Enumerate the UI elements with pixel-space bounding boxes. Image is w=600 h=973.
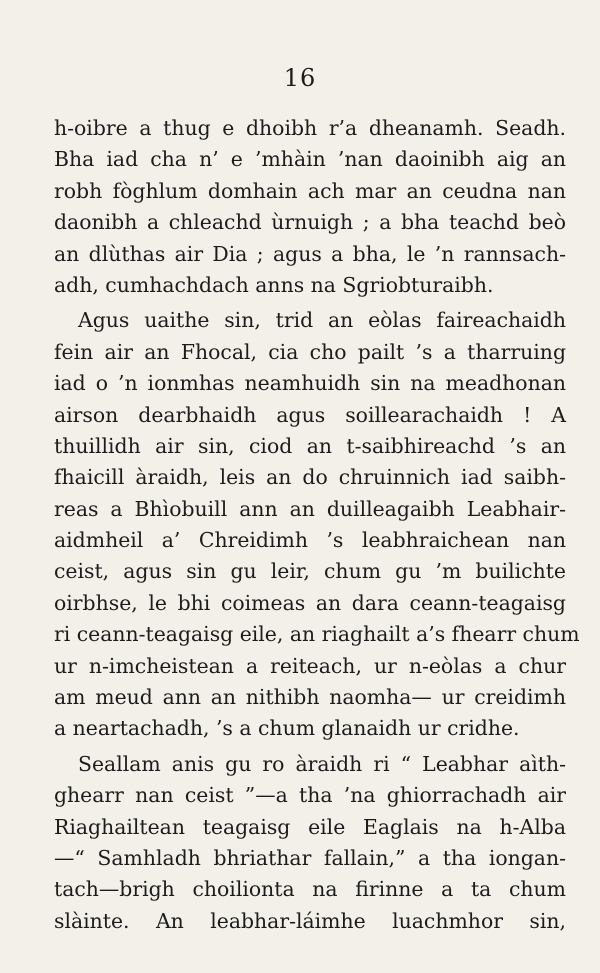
text-line: am meud ann an nithibh naomha— ur creidimh	[54, 685, 566, 710]
text-line: ur n-imcheistean a reiteach, ur n-eòlas a chur	[54, 653, 566, 678]
text-line: thuillidh air sin, ciod an t-saibhireachd ’s an	[54, 433, 566, 458]
paragraph	[54, 749, 566, 937]
paragraph	[54, 113, 566, 301]
text-line: ri ceann-teagaisg eile, an riaghailt a’s fhearr chum	[54, 622, 580, 647]
text-line: fhaicill àraidh, leis an do chruinnich iad saibh-	[54, 465, 566, 490]
text-line: an dlùthas air Dia ; agus a bha, le ’n rannsach-	[54, 241, 566, 266]
text-line: —“ Samhladh bhriathar fallain,” a tha iongan-	[54, 845, 566, 870]
paragraph	[54, 305, 580, 744]
text-line: iad o ’n ionmhas neamhuidh sin na meadhonan	[54, 371, 566, 396]
text-line: ghearr nan ceist ”—a tha ’na ghiorrachadh air	[54, 783, 566, 808]
text-line: slàinte. An leabhar-láimhe luachmhor sin,	[54, 908, 566, 933]
text-line: robh fòghlum domhain ach mar an ceudna nan	[54, 178, 566, 203]
text-line: Agus uaithe sin, trid an eòlas faireachaidh	[78, 308, 566, 333]
text-line: reas a Bhìobuill ann an duilleagaibh Leabhair-	[54, 496, 566, 521]
text-line: Bha iad cha n’ e ’mhàin ’nan daoinibh aig an	[54, 147, 566, 172]
page-number: 16	[283, 64, 317, 92]
text-line: Seallam anis gu ro àraidh ri “ Leabhar aìth-	[78, 751, 566, 776]
text-line: daonibh a chleachd ùrnuigh ; a bha teachd beò	[54, 210, 566, 235]
text-line: tach—brigh choilionta na firinne a ta chum	[54, 877, 566, 902]
text-line: adh, cumhachdach anns na Sgriobturaibh.	[54, 272, 494, 297]
text-line: oirbhse, le bhi coimeas an dara ceann-teagaisg	[54, 590, 566, 615]
text-line: Riaghailtean teagaisg eile Eaglais na h-Alba	[54, 814, 566, 839]
text-line: h-oibre a thug e dhoibh r’a dheanamh. Seadh.	[54, 116, 566, 140]
text-line: a neartachadh, ’s a chum glanaidh ur cridhe.	[54, 716, 520, 741]
text-line: airson dearbhaidh agus soillearachaidh ! A	[54, 402, 566, 427]
body-text	[54, 113, 580, 937]
text-line: aidmheil a’ Chreidimh ’s leabhraichean nan	[54, 528, 566, 553]
text-line: ceist, agus sin gu leir, chum gu ’m builichte	[54, 559, 566, 584]
text-line: fein air an Fhocal, cia cho pailt ’s a tharruing	[54, 339, 566, 364]
